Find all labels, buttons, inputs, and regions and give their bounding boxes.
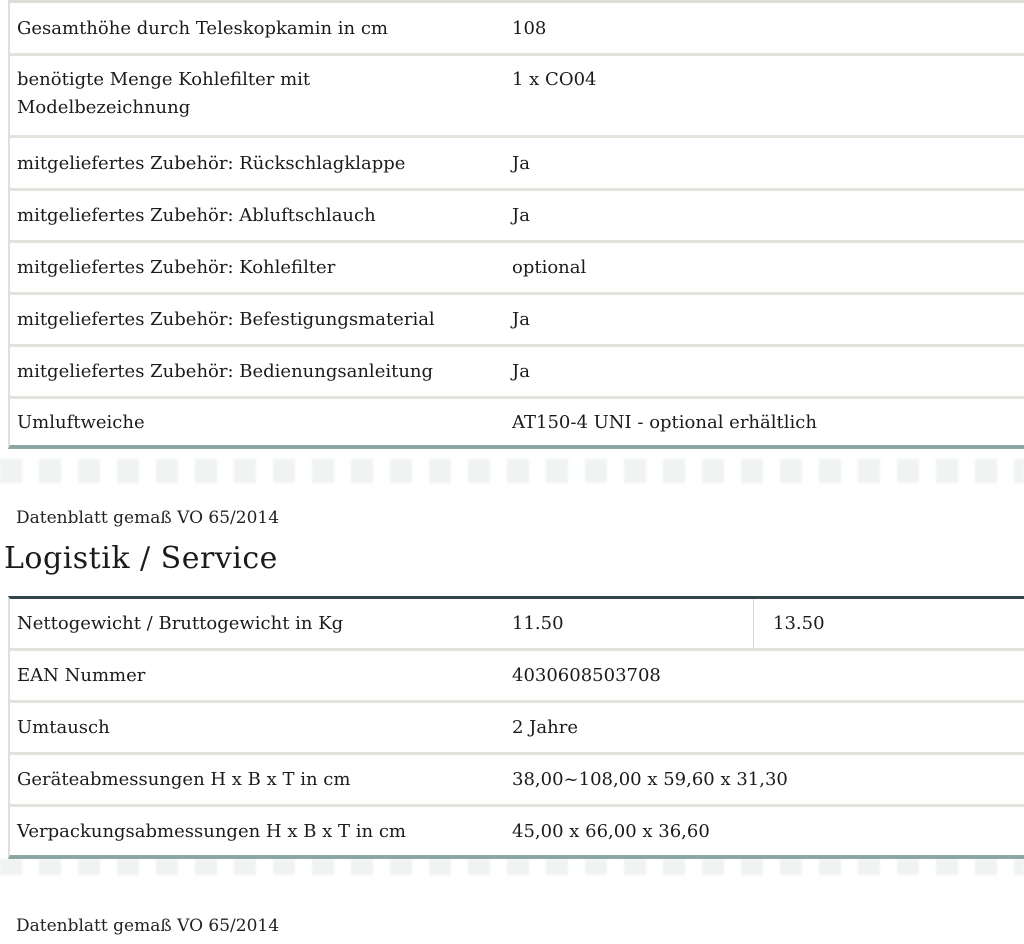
table-row	[10, 755, 1024, 807]
row-value: 1 x CO04	[512, 69, 597, 90]
table-row	[10, 138, 1024, 191]
table-row	[10, 56, 1024, 138]
row-label: Verpackungsabmessungen H x B x T in cm	[17, 820, 406, 842]
row-label: mitgeliefertes Zubehör: Rückschlagklappe	[17, 152, 406, 174]
datasheet-note: Datenblatt gemaß VO 65/2014	[16, 508, 280, 528]
row-label: mitgeliefertes Zubehör: Befestigungsmaterial	[17, 309, 435, 330]
table-row	[10, 347, 1024, 399]
table-row	[10, 651, 1024, 703]
faded-bleedthrough-row	[0, 459, 1024, 483]
row-label: EAN Nummer	[17, 665, 146, 686]
table-row	[10, 191, 1024, 243]
row-value: 38,00~108,00 x 59,60 x 31,30	[512, 769, 788, 790]
row-label: mitgeliefertes Zubehör: Abluftschlauch	[17, 205, 376, 226]
row-value: Ja	[512, 309, 530, 330]
row-value: 108	[512, 17, 547, 39]
logistik-table	[8, 596, 1024, 859]
row-value: Ja	[512, 361, 530, 382]
datasheet-note: Datenblatt gemaß VO 65/2014	[16, 916, 280, 936]
row-label: Geräteabmessungen H x B x T in cm	[17, 769, 351, 790]
row-value: 45,00 x 66,00 x 36,60	[512, 820, 710, 842]
row-label: Umtausch	[17, 717, 110, 738]
row-value: 2 Jahre	[512, 717, 578, 738]
row-label: mitgeliefertes Zubehör: Bedienungsanleitung	[17, 361, 434, 382]
row-label	[17, 66, 512, 122]
row-value: Ja	[512, 152, 530, 174]
row-value: Ja	[512, 205, 530, 226]
row-label-text: benötigte Menge Kohlefilter mit Modelbezeichnung	[17, 69, 311, 118]
table-row	[10, 807, 1024, 855]
row-label: Nettogewicht / Bruttogewicht in Kg	[17, 613, 344, 634]
spacer	[0, 579, 1024, 596]
table-row	[10, 599, 1024, 651]
row-label: Umluftweiche	[17, 411, 145, 433]
faded-bleedthrough-row	[0, 859, 1024, 875]
row-value: optional	[512, 257, 587, 278]
row-value-gross: 13.50	[773, 613, 825, 634]
row-value: AT150-4 UNI - optional erhältlich	[512, 411, 817, 433]
row-value: 4030608503708	[512, 665, 661, 686]
table-row	[10, 703, 1024, 755]
table-row	[10, 243, 1024, 295]
table-row	[10, 3, 1024, 56]
table-row	[10, 399, 1024, 445]
row-value-net: 11.50	[512, 599, 754, 648]
spec-table	[8, 0, 1024, 449]
table-row	[10, 295, 1024, 347]
row-label: Gesamthöhe durch Teleskopkamin in cm	[17, 17, 388, 39]
row-label: mitgeliefertes Zubehör: Kohlefilter	[17, 257, 336, 278]
section-title: Logistik / Service	[4, 541, 278, 576]
